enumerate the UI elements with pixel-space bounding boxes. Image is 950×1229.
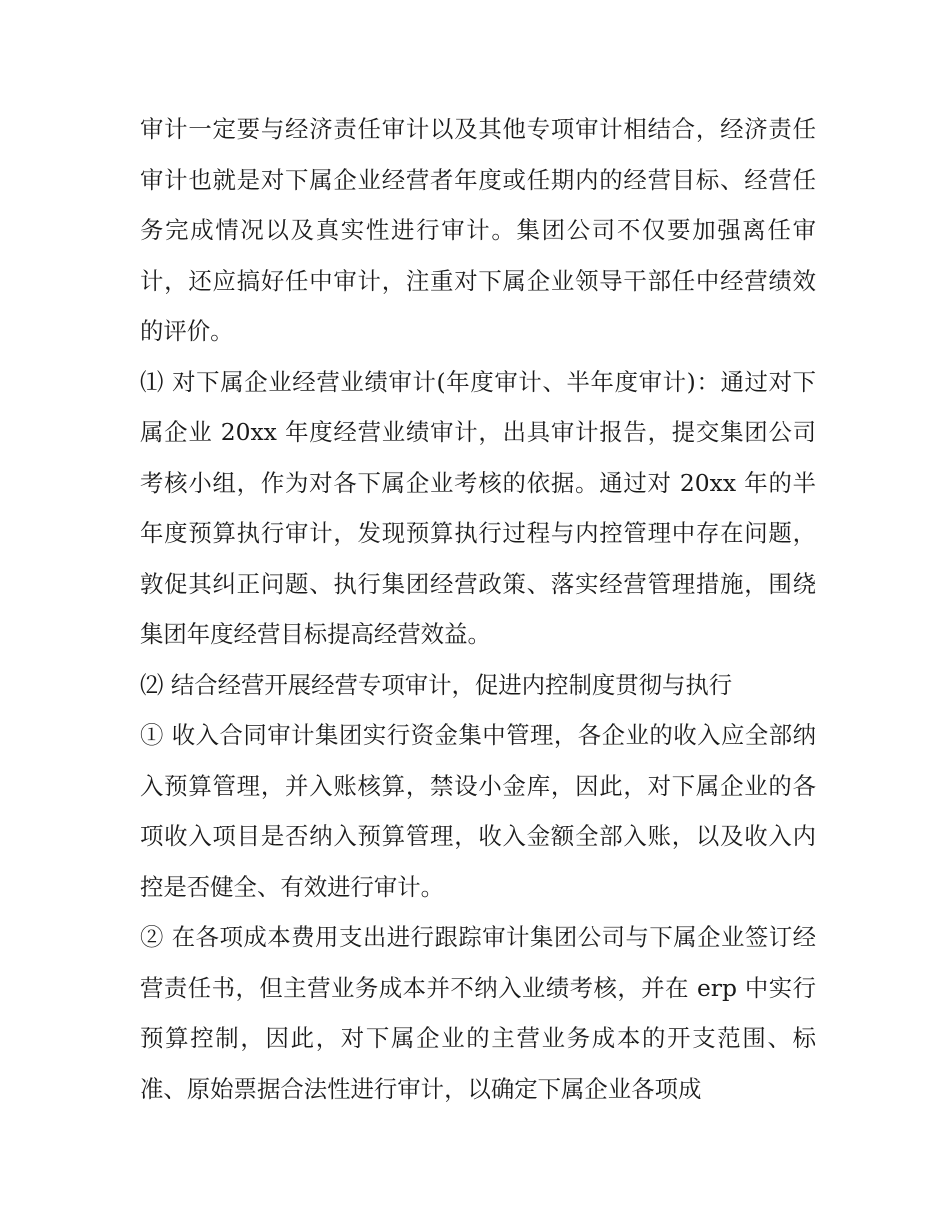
paragraph-performance-audit: ⑴ 对下属企业经营业绩审计(年度审计、半年度审计)：通过对下属企业 20xx 年度经营业绩审计，出具审计报告，提交集团公司考核小组，作为对各下属企业考核的依据。通过对 20xx 年的半年度预算执行审计，发现预算执行过程与内控管理中存在问题，敦促其纠正问题、执行集团经营政策、落实经营管理措施，围绕集团年度经营目标提高经营效益。 xyxy=(140,367,816,648)
paragraph-revenue-contract-audit: ① 收入合同审计集团实行资金集中管理，各企业的收入应全部纳入预算管理，并入账核算，禁设小金库，因此，对下属企业的各项收入项目是否纳入预算管理，收入金额全部入账，以及收入内控是否健全、有效进行审计。 xyxy=(140,721,816,901)
paragraph-responsibility-audit: 审计一定要与经济责任审计以及其他专项审计相结合，经济责任审计也就是对下属企业经营者年度或任期内的经营目标、经营任务完成情况以及真实性进行审计。集团公司不仅要加强离任审计，还应搞好任中审计，注重对下属企业领导干部任中经营绩效的评价。 xyxy=(140,115,816,345)
document-body xyxy=(140,104,816,1114)
paragraph-cost-expense-audit: ② 在各项成本费用支出进行跟踪审计集团公司与下属企业签订经营责任书，但主营业务成本并不纳入业绩考核，并在 erp 中实行预算控制，因此，对下属企业的主营业务成本的开支范围、标准、原始票据合法性进行审计，以确定下属企业各项成 xyxy=(140,923,816,1103)
paragraph-special-audit-heading: ⑵ 结合经营开展经营专项审计，促进内控制度贯彻与执行 xyxy=(140,670,733,699)
